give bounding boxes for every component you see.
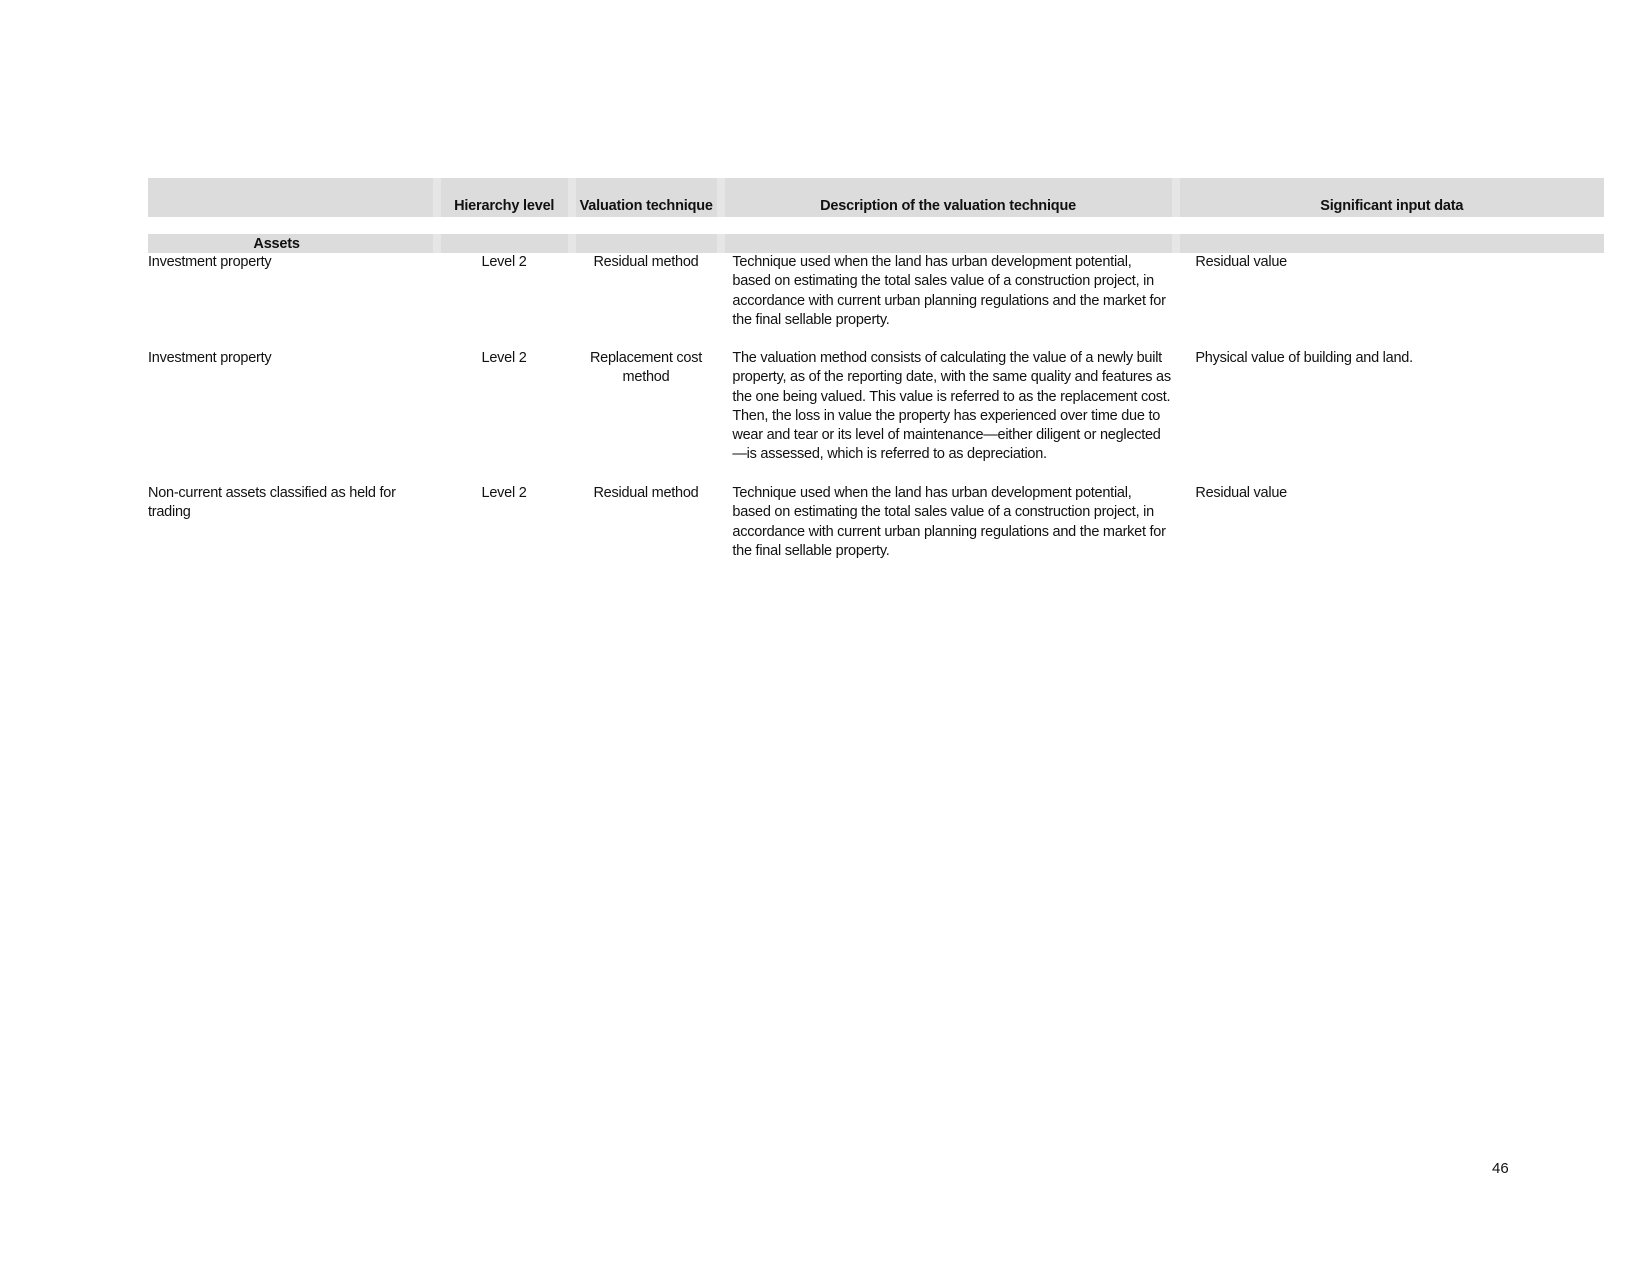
section-divider [568,234,576,253]
section-fill [576,234,717,253]
row-item: Investment property [148,254,272,270]
table-row [148,484,1604,580]
row-technique: Residual method [593,254,699,270]
header-divider [717,178,725,217]
header-spacer [148,217,1604,234]
row-level: Level 2 [481,254,527,270]
section-fill [1180,234,1604,253]
table-header-row [148,178,1604,217]
valuation-table [148,178,1604,580]
header-significant-input: Significant input data [1180,178,1604,217]
section-fill [441,234,568,253]
section-row-assets [148,234,1604,253]
row-input: Physical value of building and land. [1195,350,1413,366]
row-description: Technique used when the land has urban development potential, based on estimating the total sales value of a construction project, in accordance with current urban planning regulations and the market for the final sellable property. [732,254,1166,328]
row-item: Investment property [148,350,272,366]
section-fill [725,234,1172,253]
page-number: 46 [1492,1160,1509,1177]
row-input: Residual value [1195,254,1287,270]
header-divider [433,178,441,217]
section-label-assets: Assets [148,234,405,253]
row-description: The valuation method consists of calculating the value of a newly built property, as of the reporting date, with the same quality and features as the one being valued. This value is referred to as the replacement cost. Then, the loss in value the property has experienced over time due to wear and tear or its level of maintenance—either diligent or neglected—is assessed, which is referred to as depreciation. [732,350,1171,463]
header-divider [1172,178,1180,217]
section-divider [717,234,725,253]
row-technique: Replacement cost method [589,350,703,386]
row-item: Non-current assets classified as held for trading [148,485,396,521]
header-description: Description of the valuation technique [725,178,1172,217]
header-valuation-technique: Valuation technique [576,178,717,217]
header-item [148,178,433,217]
table-row [148,349,1604,484]
row-technique: Residual method [593,485,699,501]
header-hierarchy-level: Hierarchy level [441,178,568,217]
row-level: Level 2 [481,485,527,501]
section-fill [405,234,432,253]
table-row [148,253,1604,349]
header-divider [568,178,576,217]
section-divider [433,234,441,253]
row-level: Level 2 [481,350,527,366]
section-divider [1172,234,1180,253]
row-input: Residual value [1195,485,1287,501]
row-description: Technique used when the land has urban development potential, based on estimating the total sales value of a construction project, in accordance with current urban planning regulations and the market for the final sellable property. [732,485,1166,559]
